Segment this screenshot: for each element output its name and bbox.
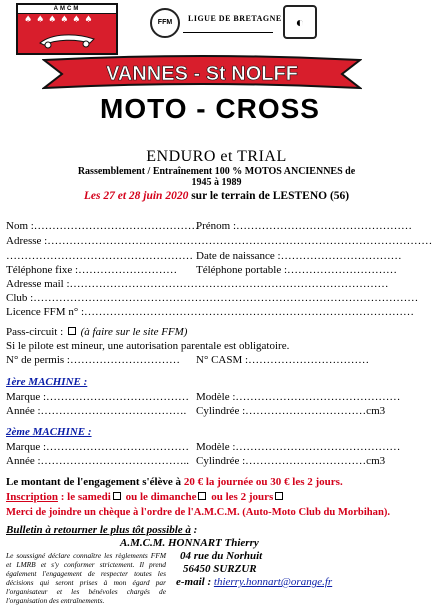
pass-circuit-label: Pass-circuit : [6, 326, 64, 338]
prenom-field[interactable]: Prénom :………………………………………… [196, 220, 413, 232]
event-title: ENDURO et TRIAL [146, 148, 287, 165]
motocross-title: MOTO - CROSS [100, 93, 320, 124]
footer-text: Le soussigné déclare connaître les règlements FFM et LMRB et s'y conformer strictement. Il prend également l'engagement de respecter toutes les décisions qui seront prises à mon égard par l'organisateur et les bénévoles chargés de l'organisation des entraînements. [6, 551, 166, 605]
pass-circuit-row [6, 326, 187, 338]
machine1-annee-field[interactable]: Année :…………………………………. [6, 405, 187, 417]
email-field[interactable]: Adresse mail :…………………………………………………………………………… [6, 278, 389, 290]
event-date-red: Les 27 et 28 juin 2020 [83, 190, 189, 202]
event-subtitle-line1: Rassemblement / Entraînement 100 % MOTOS ANCIENNES de [77, 166, 356, 177]
banner-text: VANNES - St NOLFF [106, 63, 298, 85]
retour-label: Bulletin à retourner le plus tôt possible à [6, 524, 191, 536]
machine2-modele-field[interactable]: Modèle :……………………………………… [196, 441, 401, 453]
retour-street: 04 rue du Norhuit [180, 550, 263, 562]
ligue-logo: ◐ [283, 5, 317, 39]
adresse-field[interactable]: Adresse :…………………………………………………………………………………………… [6, 235, 433, 247]
ffm-logo: FFM [150, 8, 180, 38]
retour-line: Bulletin à retourner le plus tôt possible à : [6, 524, 198, 536]
event-date-place: sur le terrain de LESTENO (56) [188, 190, 350, 202]
machine1-marque-field[interactable]: Marque :………………………………… [6, 391, 190, 403]
retour-city: 56450 SURZUR [183, 563, 257, 575]
machine1-title: 1ère MACHINE : [6, 376, 88, 388]
mineur-notice: Si le pilote est mineur, une autorisation parentale est obligatoire. [6, 340, 290, 352]
inscription-line [6, 491, 285, 503]
deux-jours-checkbox[interactable] [275, 492, 283, 500]
engagement-text: Le montant de l'engagement s'élève à [6, 476, 182, 488]
adresse-line2-field[interactable]: …………………………………………… [6, 250, 193, 262]
pass-circuit-note: (à faire sur le site FFM) [80, 326, 188, 338]
inscription-opt3: ou les 2 jours [208, 491, 274, 503]
club-logo-text: AMCM [18, 5, 116, 14]
machine1-cylindree-field[interactable]: Cylindrée :……………………………cm3 [196, 405, 386, 417]
retour-email-row [176, 576, 332, 588]
motorbike-icon [36, 27, 98, 49]
machine2-cylindree-field[interactable]: Cylindrée :……………………………cm3 [196, 455, 386, 467]
tel-fixe-field[interactable]: Téléphone fixe :……………………… [6, 264, 178, 276]
event-subtitle [0, 166, 433, 188]
pass-circuit-checkbox[interactable] [68, 327, 76, 335]
ligue-divider [183, 32, 273, 33]
engagement-line [6, 476, 343, 488]
casm-field[interactable]: N° CASM :…………………………… [196, 354, 370, 366]
samedi-checkbox[interactable] [113, 492, 121, 500]
naissance-field[interactable]: Date de naissance :…………………………… [196, 250, 402, 262]
retour-name: A.M.C.M. HONNART Thierry [120, 537, 259, 549]
dimanche-checkbox[interactable] [198, 492, 206, 500]
tel-portable-field[interactable]: Téléphone portable :………………………… [196, 264, 398, 276]
club-field[interactable]: Club :…………………………………………………………………………………………… [6, 292, 419, 304]
ermine-icon: ♠♠♠♠♠♠ [24, 15, 97, 25]
retour-email-link[interactable]: thierry.honnart@orange.fr [213, 576, 333, 588]
engagement-price: 20 € la journée ou 30 € les 2 jours. [181, 476, 343, 488]
event-subtitle-line2: 1945 à 1989 [191, 177, 242, 188]
ligue-title: LIGUE DE BRETAGNE [188, 14, 282, 23]
inscription-opt2: ou le dimanche [122, 491, 197, 503]
machine2-annee-field[interactable]: Année :………………………………….. [6, 455, 190, 467]
inscription-label: Inscription [6, 491, 58, 503]
machine2-title: 2ème MACHINE : [6, 426, 92, 438]
inscription-opt1: : le samedi [57, 491, 111, 503]
cheque-notice: Merci de joindre un chèque à l'ordre de l'A.M.C.M. (Auto-Moto Club du Morbihan). [6, 507, 391, 518]
vannes-banner [42, 54, 362, 92]
licence-field[interactable]: Licence FFM n° :……………………………………………………………………………… [6, 306, 415, 318]
retour-email-label: e-mail : [176, 576, 214, 588]
machine1-modele-field[interactable]: Modèle :……………………………………… [196, 391, 401, 403]
permis-field[interactable]: N° de permis :………………………… [6, 354, 180, 366]
club-logo [16, 3, 118, 55]
machine2-marque-field[interactable]: Marque :………………………………… [6, 441, 190, 453]
nom-field[interactable]: Nom :……………………………………… [6, 220, 199, 232]
event-date [0, 190, 433, 202]
